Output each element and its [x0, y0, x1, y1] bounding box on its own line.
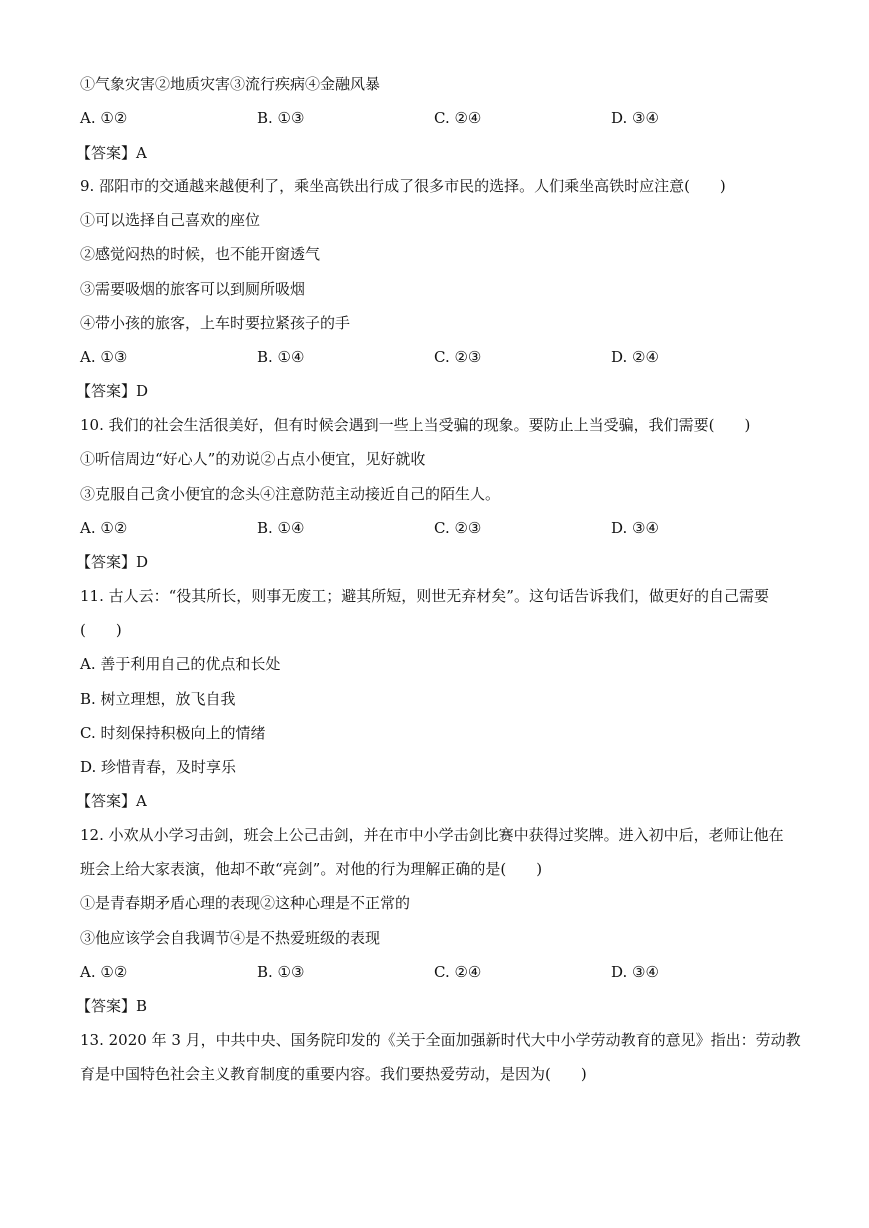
q8-option-c: C. ②④: [434, 109, 482, 127]
q13-stem-line1: 13. 2020 年 3 月，中共中央、国务院印发的《关于全面加强新时代大中小学劳动教育的意见》指出：劳动教: [80, 1031, 801, 1049]
q8-option-b: B. ①③: [257, 109, 305, 127]
q12-stem-line2: 班会上给大家表演，他却不敢“亮剑”。对他的行为理解正确的是( ): [80, 860, 543, 878]
q10-option-a: A. ①②: [80, 519, 128, 537]
q10-answer: 【答案】D: [76, 553, 149, 571]
q10-item-1: ①听信周边“好心人”的劝说②占点小便宜，见好就收: [80, 450, 426, 468]
q9-option-a: A. ①③: [80, 348, 128, 366]
q12-option-d: D. ③④: [611, 963, 659, 981]
q12-item-2: ③他应该学会自我调节④是不热爱班级的表现: [80, 929, 381, 947]
q9-option-d: D. ②④: [611, 348, 659, 366]
q12-item-1: ①是青春期矛盾心理的表现②这种心理是不正常的: [80, 894, 411, 912]
q9-item-2: ②感觉闷热的时候，也不能开窗透气: [80, 245, 321, 263]
q10-option-c: C. ②③: [434, 519, 482, 537]
q8-answer: 【答案】A: [76, 144, 147, 162]
q10-item-2: ③克服自己贪小便宜的念头④注意防范主动接近自己的陌生人。: [80, 485, 501, 503]
q9-stem: 9. 邵阳市的交通越来越便利了，乘坐高铁出行成了很多市民的选择。人们乘坐高铁时应注意( ): [80, 177, 726, 195]
q8-option-a: A. ①②: [80, 109, 128, 127]
q11-choice-c: C. 时刻保持积极向上的情绪: [80, 724, 266, 742]
q9-option-c: C. ②③: [434, 348, 482, 366]
q13-stem-line2: 育是中国特色社会主义教育制度的重要内容。我们要热爱劳动，是因为( ): [80, 1065, 587, 1083]
q8-items-line: ①气象灾害②地质灾害③流行疾病④金融风暴: [80, 75, 381, 93]
q11-answer: 【答案】A: [76, 792, 147, 810]
q11-stem-line2: ( ): [80, 621, 122, 639]
q11-choice-b: B. 树立理想，放飞自我: [80, 690, 236, 708]
q12-option-a: A. ①②: [80, 963, 128, 981]
q12-stem-line1: 12. 小欢从小学习击剑，班会上公己击剑，并在市中小学击剑比赛中获得过奖牌。进入初中后，老师让他在: [80, 826, 784, 844]
q10-stem: 10. 我们的社会生活很美好，但有时候会遇到一些上当受骗的现象。要防止上当受骗，我们需要( ): [80, 416, 751, 434]
q9-item-3: ③需要吸烟的旅客可以到厕所吸烟: [80, 280, 306, 298]
q9-item-1: ①可以选择自己喜欢的座位: [80, 211, 261, 229]
q9-option-b: B. ①④: [257, 348, 305, 366]
q11-choice-a: A. 善于利用自己的优点和长处: [80, 655, 281, 673]
q11-stem-line1: 11. 古人云：“役其所长，则事无废工；避其所短，则世无弃材矣”。这句话告诉我们，做更好的自己需要: [80, 587, 769, 605]
q10-option-b: B. ①④: [257, 519, 305, 537]
q10-option-d: D. ③④: [611, 519, 659, 537]
q9-item-4: ④带小孩的旅客，上车时要拉紧孩子的手: [80, 314, 351, 332]
q9-answer: 【答案】D: [76, 382, 149, 400]
q12-answer: 【答案】B: [76, 997, 148, 1015]
q12-option-b: B. ①③: [257, 963, 305, 981]
q12-option-c: C. ②④: [434, 963, 482, 981]
q8-option-d: D. ③④: [611, 109, 659, 127]
q11-choice-d: D. 珍惜青春，及时享乐: [80, 758, 237, 776]
